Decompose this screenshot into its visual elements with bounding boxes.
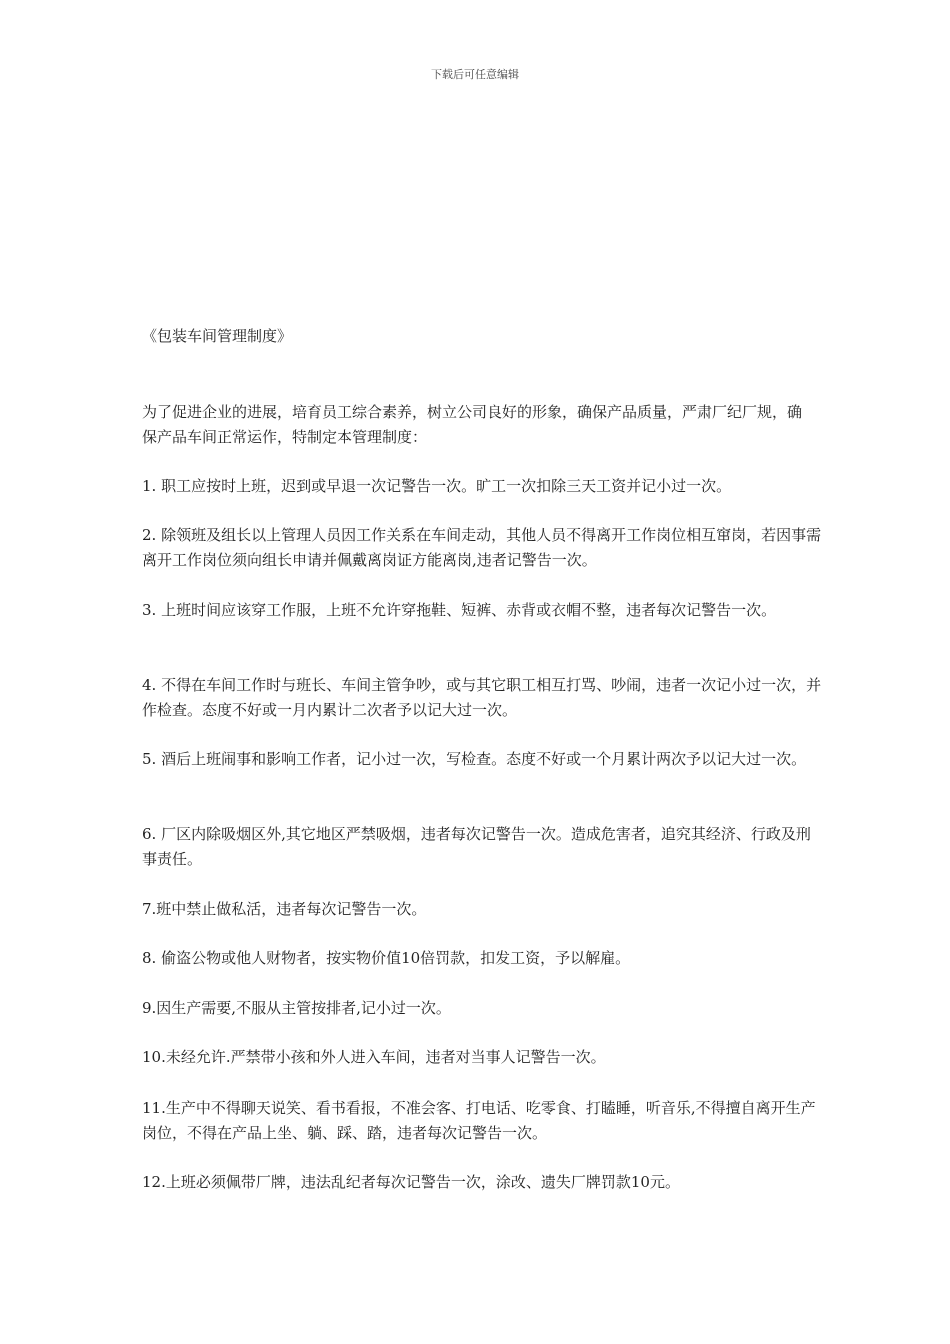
rule-item-12: 12.上班必须佩带厂牌，违法乱纪者每次记警告一次，涂改、遗失厂牌罚款10元。 [142, 1173, 680, 1191]
rule-item-10: 10.未经允许.严禁带小孩和外人进入车间，违者对当事人记警告一次。 [142, 1048, 606, 1066]
header-note: 下载后可任意编辑 [431, 68, 519, 81]
rule-item-2: 2. 除领班及组长以上管理人员因工作关系在车间走动，其他人员不得离开工作岗位相互窜岗，若因事需离开工作岗位须向组长申请并佩戴离岗证方能离岗,违者记警告一次。 [142, 526, 822, 569]
rule-item-8: 8. 偷盗公物或他人财物者，按实物价值10倍罚款，扣发工资，予以解雇。 [142, 949, 631, 967]
rule-item-5: 5. 酒后上班闹事和影响工作者，记小过一次，写检查。态度不好或一个月累计两次予以记大过一次。 [142, 750, 807, 768]
rule-item-7: 7.班中禁止做私活，违者每次记警告一次。 [142, 900, 427, 918]
intro-paragraph: 为了促进企业的进展，培育员工综合素养，树立公司良好的形象，确保产品质量，严肃厂纪厂规，确保产品车间正常运作，特制定本管理制度： [142, 403, 803, 446]
rule-item-3: 3. 上班时间应该穿工作服，上班不允许穿拖鞋、短裤、赤背或衣帽不整，违者每次记警告一次。 [142, 601, 777, 619]
rule-item-1: 1. 职工应按时上班，迟到或早退一次记警告一次。旷工一次扣除三天工资并记小过一次。 [142, 477, 732, 495]
rule-item-11: 11.生产中不得聊天说笑、看书看报，不准会客、打电话、吃零食、打瞌睡，听音乐,不得擅自离开生产岗位，不得在产品上坐、躺、踩、踏，违者每次记警告一次。 [142, 1099, 816, 1142]
rule-item-6: 6. 厂区内除吸烟区外,其它地区严禁吸烟，违者每次记警告一次。造成危害者，追究其经济、行政及刑事责任。 [142, 825, 811, 868]
document-title: 《包装车间管理制度》 [142, 327, 293, 345]
rule-item-9: 9.因生产需要,不服从主管按排者,记小过一次。 [142, 999, 451, 1017]
rule-item-4: 4. 不得在车间工作时与班长、车间主管争吵，或与其它职工相互打骂、吵闹，违者一次记小过一次，并作检查。态度不好或一月内累计二次者予以记大过一次。 [142, 676, 822, 719]
